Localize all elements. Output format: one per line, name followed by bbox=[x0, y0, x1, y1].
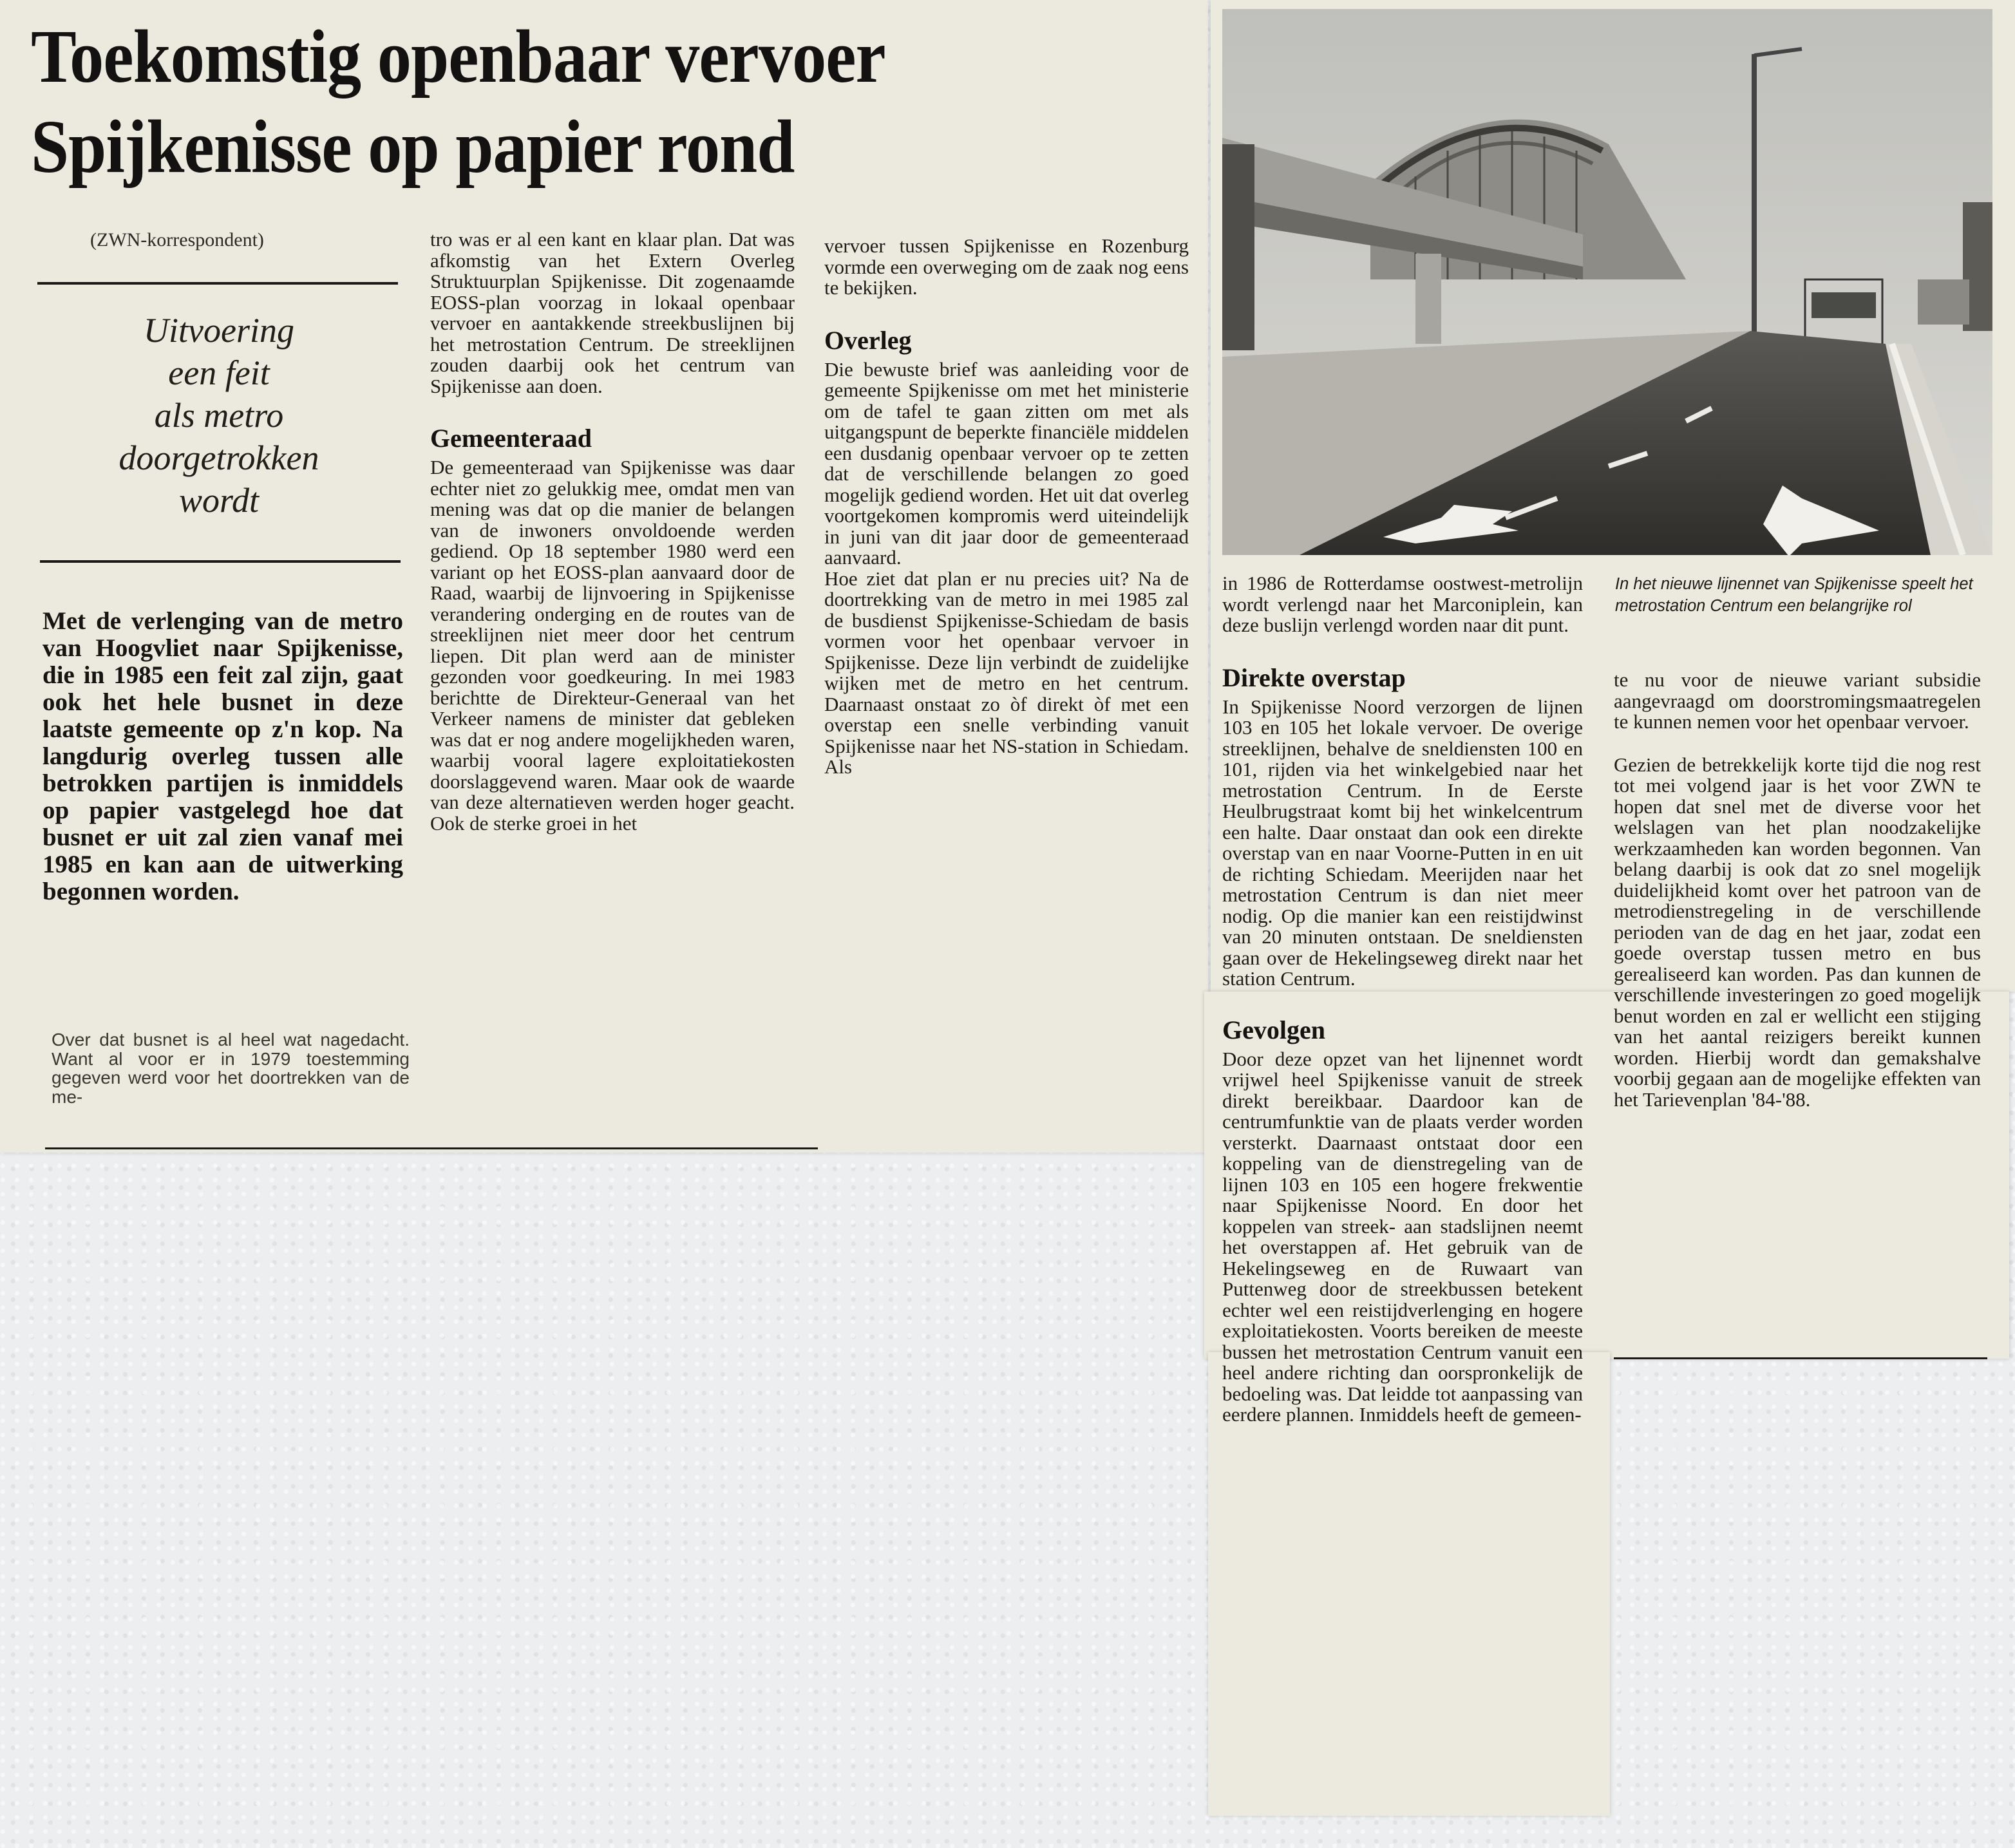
column-3 bbox=[824, 236, 1189, 778]
column-2 bbox=[430, 229, 795, 834]
pull-quote bbox=[39, 309, 399, 522]
pull-quote-line: een feit bbox=[168, 354, 270, 392]
headline-line-2: Spijkenisse op papier rond bbox=[31, 104, 795, 189]
subhead-gevolgen: Gevolgen bbox=[1222, 1015, 1325, 1044]
paragraph: Gezien de betrekkelijk korte tijd die nog rest tot mei volgend jaar is het voor ZWN te hopen dat snel met de diverse voor het welslagen van het plan noodzakelijke werkzaamheden kan worden begonnen. Van belang daarbij is ook dat zo snel mogelijk duidelijkheid komt over het patroon van de metrodienstregeling in de verschillende perioden van de dag en het jaar, zodat een goede overstap tussen metro en bus gerealiseerd kan worden. Pas dan kunnen de verschillende investeringen zo goed mogelijk benut worden en zal er wellicht een stijging van het aantal reizigers bereikt kunnen worden. Hierbij wordt dan gemakshalve voorbij gegaan aan de mogelijke effekten van het Tarievenplan '84-'88. bbox=[1614, 753, 1981, 1111]
rule-end bbox=[1614, 1357, 1987, 1359]
photo-caption: In het nieuwe lijnennet van Spijkenisse speelt het metrostation Centrum een belangrijke rol bbox=[1615, 575, 1973, 615]
column-4 bbox=[1222, 573, 1583, 1426]
rule-bottom bbox=[45, 1147, 818, 1149]
pull-quote-line: Uitvoering bbox=[144, 311, 294, 350]
paragraph: tro was er al een kant en klaar plan. Dat was afkomstig van het Extern Overleg Struktuurplan Spijkenisse. Dit zogenaamde EOSS-plan voorzag in lokaal openbaar vervoer en aantakkende streekbuslijnen bij het metrostation Centrum. De streeklijnen zouden daarbij ook het centrum van Spijkenisse aan doen. bbox=[430, 228, 795, 397]
subhead-overleg: Overleg bbox=[824, 325, 912, 355]
pull-quote-line: doorgetrokken bbox=[118, 438, 319, 477]
headline-line-1: Toekomstig openbaar vervoer bbox=[31, 14, 885, 99]
subhead-gemeenteraad: Gemeenteraad bbox=[430, 424, 592, 453]
headline bbox=[31, 12, 1074, 192]
intro-paragraph: Over dat busnet is al heel wat nagedacht. Want al voor er in 1979 toestemming gegeven werd voor het doortrekken van de me- bbox=[52, 1030, 410, 1107]
metro-station-photo bbox=[1222, 9, 1992, 555]
lead-paragraph: Met de verlenging van de metro van Hoogvliet naar Spijkenisse, die in 1985 een feit zal zijn, gaat ook het hele busnet in deze laatste gemeente op z'n kop. Na langdurig overleg tussen alle betrokken partijen is inmiddels op papier vastgelegd hoe dat busnet er uit zal zien vanaf mei 1985 en kan aan de uitwerking begonnen worden. bbox=[43, 607, 403, 905]
paragraph: De gemeenteraad van Spijkenisse was daar echter niet zo gelukkig mee, omdat men van mening was dat op die manier de belangen van de inwoners onvoldoende werden gediend. Op 18 september 1980 werd een variant op het EOSS-plan aanvaard door de Raad, waarbij de lijnvoering in Spijkenisse verandering onderging en de routes van de streeklijnen niet meer door het centrum liepen. Dit plan werd aan de minister gezonden voor goedkeuring. In mei 1983 berichtte de Direkteur-Generaal van het Verkeer namens de minister dat gebleken was dat er nog andere mogelijkheden waren, waarbij vooral lagere exploitatiekosten doorslaggevend waren. Maar ook de waarde van deze alternatieven werden hoger geacht. Ook de sterke groei in het bbox=[430, 456, 795, 834]
pull-quote-line: als metro bbox=[154, 396, 284, 435]
paragraph: Die bewuste brief was aanleiding voor de gemeente Spijkenisse om met het ministerie om de tafel te gaan zitten om met als uitgangspunt de beperkte financiële middelen een dusdanig openbaar vervoer op te zetten dat de verschillende belangen zo goed mogelijk gediend worden. Het uit dat overleg voortgekomen kompromis werd uiteindelijk in juni van dit jaar door de gemeenteraad aanvaard. bbox=[824, 357, 1189, 569]
paragraph: Hoe ziet dat plan er nu precies uit? Na de doortrekking van de metro in mei 1985 zal de busdienst Spijkenisse-Schiedam de basis vormen voor het openbaar vervoer in Spijkenisse. Deze lijn verbindt de zuidelijke wijken met de metro en het centrum. Daarnaast onstaat zo òf direkt òf met een overstap een snelle verbinding vanuit Spijkenisse naar het NS-station in Schiedam. Als bbox=[824, 567, 1189, 778]
subhead-direkte-overstap: Direkte overstap bbox=[1222, 663, 1406, 692]
paragraph: vervoer tussen Spijkenisse en Rozenburg vormde een overweging om de zaak nog eens te bekijken. bbox=[824, 234, 1189, 299]
paragraph: Door deze opzet van het lijnennet wordt vrijwel heel Spijkenisse vanuit de streek direkt bereikbaar. Daardoor kan de centrumfunktie van de plaats verder worden versterkt. Daarnaast ontstaat door een koppeling van de dienstregeling van de lijnen 103 en 105 een hogere frekwentie naar Spijkenisse Noord. En door het koppelen van streek- aan stadslijnen neemt het overstappen af. Het gebruik van de Hekelingseweg en de Ruwaart van Puttenweg door de streekbussen betekent echter wel een reistijdverlenging en hogere exploitatiekosten. Voorts bereiken de meeste bussen het metrostation Centrum vanuit een heel andere richting dan oorspronkelijk de bedoeling was. Dat leidde tot aanpassing van eerdere plannen. Inmiddels heeft de gemeen- bbox=[1222, 1047, 1583, 1426]
rule-top bbox=[37, 282, 398, 285]
paragraph: te nu voor de nieuwe variant subsidie aangevraagd om doorstromingsmaatregelen te kunnen nemen voor het openbaar vervoer. bbox=[1614, 668, 1981, 733]
paragraph: In Spijkenisse Noord verzorgen de lijnen 103 en 105 het lokale vervoer. De overige streeklijnen, behalve de sneldiensten 100 en 101, rijden via het winkelgebied naar het metrostation Centrum. In de Eerste Heulbrugstraat komt bij het winkelcentrum een halte. Daar onstaat dan ook een direkte overstap van en naar Voorne-Putten in en uit de richting Schiedam. Meerijden naar het metrostation Centrum is dan niet meer nodig. Op die manier kan een reistijdwinst van 20 minuten ontstaan. De sneldiensten gaan over de Hekelingseweg direkt naar het station Centrum. bbox=[1222, 695, 1583, 990]
rule-under-quote bbox=[40, 560, 401, 563]
column-5 bbox=[1614, 670, 1981, 1110]
byline: (ZWN-korrespondent) bbox=[90, 229, 264, 250]
pull-quote-line: wordt bbox=[178, 481, 260, 520]
paragraph: in 1986 de Rotterdamse oostwest-metrolijn wordt verlengd naar het Marconiplein, kan deze buslijn verlengd worden naar dit punt. bbox=[1222, 572, 1583, 636]
